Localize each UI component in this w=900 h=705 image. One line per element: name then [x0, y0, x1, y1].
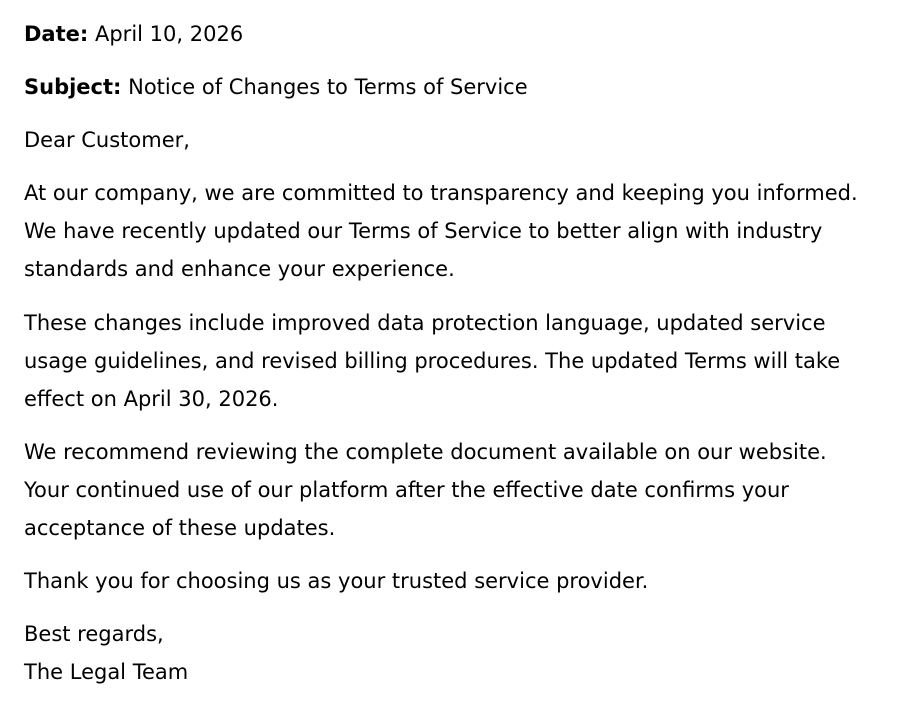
- closing-block: [24, 615, 188, 691]
- paragraph-line: We recommend reviewing the complete document available on our website.: [24, 440, 827, 464]
- paragraph-intro: [24, 174, 858, 288]
- paragraph-line: standards and enhance your experience.: [24, 257, 455, 281]
- paragraph-line: effect on April 30, 2026.: [24, 387, 279, 411]
- subject-label: Subject:: [24, 75, 122, 99]
- subject-line: [24, 68, 528, 106]
- paragraph-line: These changes include improved data protection language, updated service: [24, 311, 826, 335]
- paragraph-line: usage guidelines, and revised billing procedures. The updated Terms will take: [24, 349, 841, 373]
- paragraph-recommendation: [24, 433, 827, 547]
- subject-value: Notice of Changes to Terms of Service: [128, 75, 528, 99]
- date-label: Date:: [24, 22, 89, 46]
- paragraph-line: At our company, we are committed to transparency and keeping you informed.: [24, 181, 858, 205]
- paragraph-changes: [24, 304, 840, 418]
- date-value: April 10, 2026: [94, 22, 244, 46]
- date-line: [24, 15, 243, 53]
- paragraph-line: We have recently updated our Terms of Service to better align with industry: [24, 219, 823, 243]
- paragraph-line: Your continued use of our platform after the effective date confirms your: [24, 478, 789, 502]
- thanks-line: Thank you for choosing us as your trusted service provider.: [24, 569, 649, 593]
- signature: The Legal Team: [24, 660, 189, 684]
- paragraph-line: acceptance of these updates.: [24, 516, 336, 540]
- sign-off: Best regards,: [24, 622, 164, 646]
- greeting: Dear Customer,: [24, 128, 190, 152]
